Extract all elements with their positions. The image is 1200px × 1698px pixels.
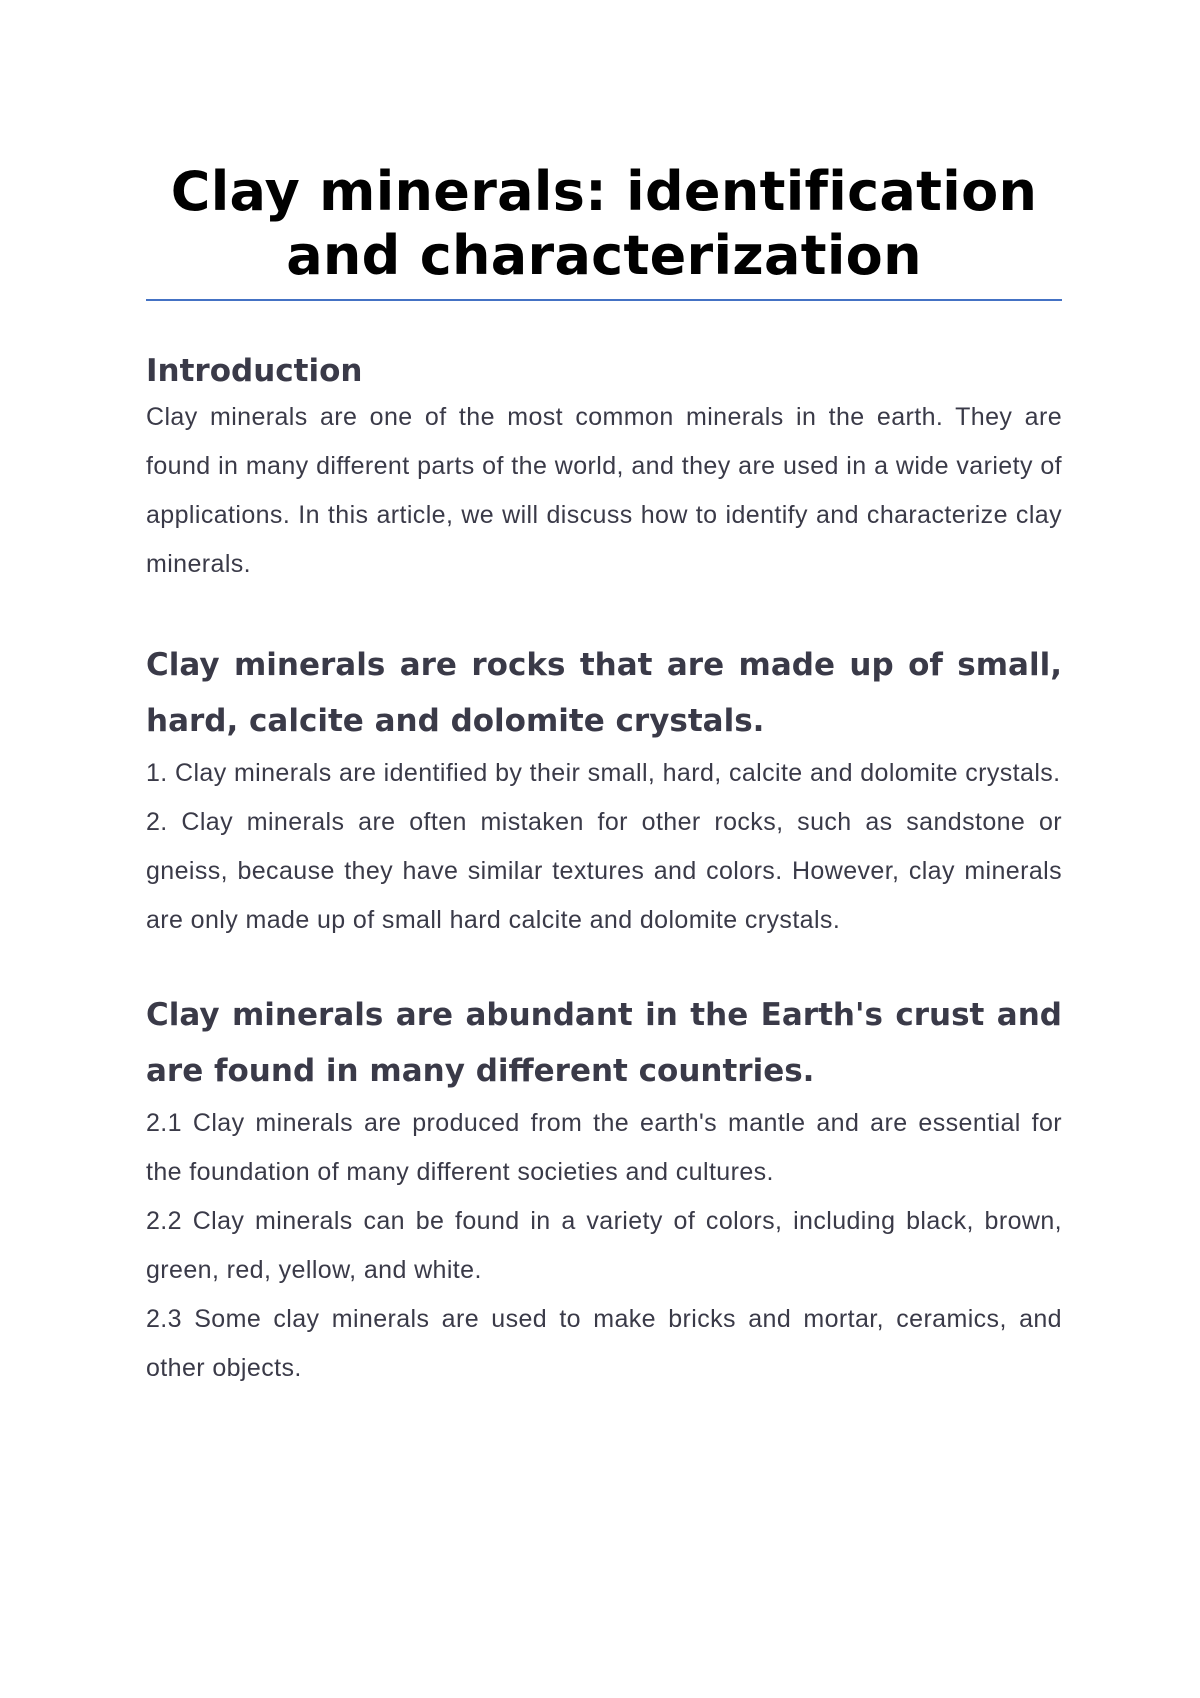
document-page [146,160,1062,1393]
section-heading: Clay minerals are abundant in the Earth's crust and are found in many different countries. [146,997,1062,1089]
section-abundance [146,987,1062,1393]
section-rocks [146,637,1062,945]
document-title: Clay minerals: identification and characterization [170,160,1038,287]
section-heading: Clay minerals are rocks that are made up of small, hard, calcite and dolomite crystals. [146,647,1062,739]
list-item: 1. Clay minerals are identified by their small, hard, calcite and dolomite crystals. [146,759,1061,787]
list-item: 2.1 Clay minerals are produced from the earth's mantle and are essential for the foundation of many different societies and cultures. [146,1109,1062,1186]
section-heading: Introduction [146,353,363,389]
section-paragraph: Clay minerals are one of the most common minerals in the earth. They are found in many different parts of the world, and they are used in a wide variety of applications. In this article, we will discuss how to identify and characterize clay minerals. [146,403,1062,578]
list-item: 2.2 Clay minerals can be found in a variety of colors, including black, brown, green, red, yellow, and white. [146,1207,1062,1284]
list-item: 2. Clay minerals are often mistaken for other rocks, such as sandstone or gneiss, because they have similar textures and colors. However, clay minerals are only made up of small hard calcite and dolomite crystals. [146,808,1062,934]
title-underline [146,299,1062,301]
section-introduction [146,351,1062,589]
list-item: 2.3 Some clay minerals are used to make bricks and mortar, ceramics, and other objects. [146,1305,1062,1382]
